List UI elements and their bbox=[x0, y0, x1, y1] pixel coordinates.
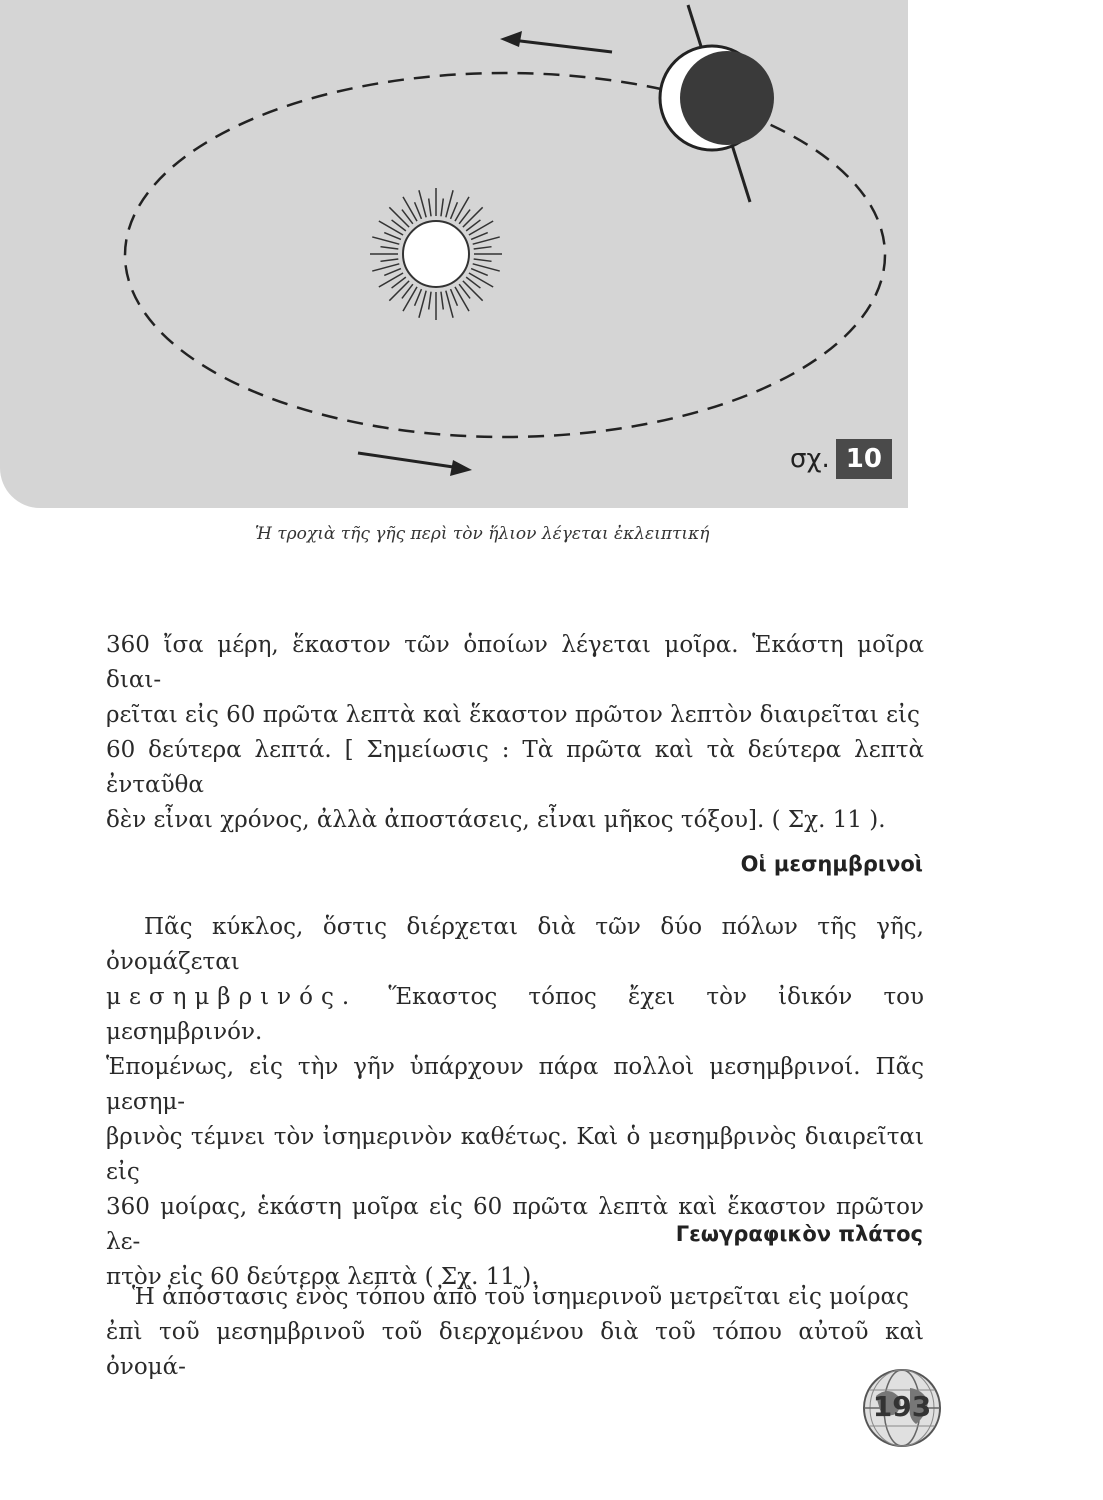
sun-ray bbox=[384, 269, 401, 276]
orbit-direction-arrow-top bbox=[500, 31, 612, 52]
text-line: 360 μοίρας, ἑκάστη μοῖρα εἰς 60 πρῶτα λεπτὰ καὶ ἕκαστον πρῶτον λε- bbox=[106, 1194, 924, 1255]
text-line: δὲν εἶναι χρόνος, ἀλλὰ ἀποστάσεις, εἶναι μῆκος τόξου]. ( Σχ. 11 ). bbox=[106, 807, 886, 833]
earth-night-side bbox=[680, 51, 774, 145]
sun-ray bbox=[446, 291, 453, 318]
text-span: Ἕκαστος τόπος ἔχει τὸν ἰδικόν του μεσημβρινόν. bbox=[106, 984, 924, 1045]
sun-ray bbox=[415, 202, 422, 219]
sun-ray bbox=[429, 292, 431, 310]
sun-ray bbox=[380, 247, 398, 249]
text-line: Πᾶς κύκλος, ὅστις διέρχεται διὰ τῶν δύο πόλων τῆς γῆς, ὀνομάζεται bbox=[106, 914, 924, 975]
figure-label-text: σχ. bbox=[790, 444, 830, 474]
sun-ray bbox=[415, 289, 422, 306]
sun-ray bbox=[455, 287, 469, 311]
sun-ray bbox=[455, 197, 469, 221]
paragraph-intro bbox=[106, 628, 924, 838]
sun-ray bbox=[441, 292, 443, 310]
orbit-ellipse bbox=[125, 73, 885, 437]
sun-ray bbox=[441, 198, 443, 216]
sun-ray bbox=[451, 289, 458, 306]
sun-ray bbox=[474, 247, 492, 249]
sun-ray bbox=[403, 287, 417, 311]
sun-ray bbox=[473, 237, 500, 244]
text-line: Ἡ ἀπόστασις ἑνὸς τόπου ἀπὸ τοῦ ἰσημερινοῦ μετρεῖται εἰς μοίρας bbox=[132, 1284, 909, 1310]
sun-ray bbox=[446, 190, 453, 217]
text-line: 360 ἴσα μέρη, ἕκαστον τῶν ὁποίων λέγεται μοῖρα. Ἑκάστη μοῖρα διαι- bbox=[106, 632, 924, 693]
sun-ray bbox=[474, 259, 492, 261]
figure-caption: Ἡ τροχιὰ τῆς γῆς περὶ τὸν ἥλιον λέγεται ἐκλειπτική bbox=[255, 524, 710, 544]
sun-ray bbox=[473, 264, 500, 271]
sun-ray bbox=[384, 233, 401, 240]
sun-ray bbox=[469, 221, 493, 235]
sun-ray bbox=[389, 281, 409, 301]
sun-ray bbox=[471, 233, 488, 240]
orbit-direction-arrow-bottom bbox=[358, 453, 472, 476]
text-line bbox=[106, 980, 924, 1050]
section-heading-latitude: Γεωγραφικὸν πλάτος bbox=[675, 1222, 923, 1246]
sun-ray bbox=[463, 281, 483, 301]
text-line: Ἑπομένως, εἰς τὴν γῆν ὑπάρχουν πάρα πολλοὶ μεσημβρινοί. Πᾶς μεσημ- bbox=[106, 1054, 924, 1115]
paragraph-latitude bbox=[106, 1280, 924, 1385]
section-heading-meridians: Οἱ μεσημβρινοὶ bbox=[740, 852, 923, 876]
page-number: 193 bbox=[872, 1390, 932, 1423]
text-line: πτὸν εἰς 60 δεύτερα λεπτὰ ( Σχ. 11 ). bbox=[106, 1264, 539, 1290]
emphasized-term: μεσημβρινός. bbox=[106, 984, 358, 1010]
sun-ray bbox=[469, 273, 493, 287]
sun-icon bbox=[403, 221, 469, 287]
orbit-diagram bbox=[0, 0, 908, 508]
sun-ray bbox=[451, 202, 458, 219]
figure-label bbox=[790, 438, 892, 480]
sun-ray bbox=[429, 198, 431, 216]
figure-panel bbox=[0, 0, 908, 508]
sun-ray bbox=[379, 273, 403, 287]
text-line: 60 δεύτερα λεπτά. [ Σημείωσις : Τὰ πρῶτα καὶ τὰ δεύτερα λεπτὰ ἐνταῦθα bbox=[106, 737, 924, 798]
figure-number-badge: 10 bbox=[836, 439, 892, 479]
sun-ray bbox=[419, 190, 426, 217]
sun-ray bbox=[419, 291, 426, 318]
text-line: ἐπὶ τοῦ μεσημβρινοῦ τοῦ διερχομένου διὰ τοῦ τόπου αὐτοῦ καὶ ὀνομά- bbox=[106, 1319, 924, 1380]
sun-ray bbox=[372, 264, 399, 271]
sun-ray bbox=[372, 237, 399, 244]
text-line: βρινὸς τέμνει τὸν ἰσημερινὸν καθέτως. Καὶ ὁ μεσημβρινὸς διαιρεῖται εἰς bbox=[106, 1124, 924, 1185]
sun-ray bbox=[380, 259, 398, 261]
sun-ray bbox=[463, 207, 483, 227]
text-line: ρεῖται εἰς 60 πρῶτα λεπτὰ καὶ ἕκαστον πρῶτον λεπτὸν διαιρεῖται εἰς bbox=[106, 702, 920, 728]
sun-ray bbox=[471, 269, 488, 276]
sun-ray bbox=[379, 221, 403, 235]
sun-ray bbox=[389, 207, 409, 227]
sun-ray bbox=[403, 197, 417, 221]
